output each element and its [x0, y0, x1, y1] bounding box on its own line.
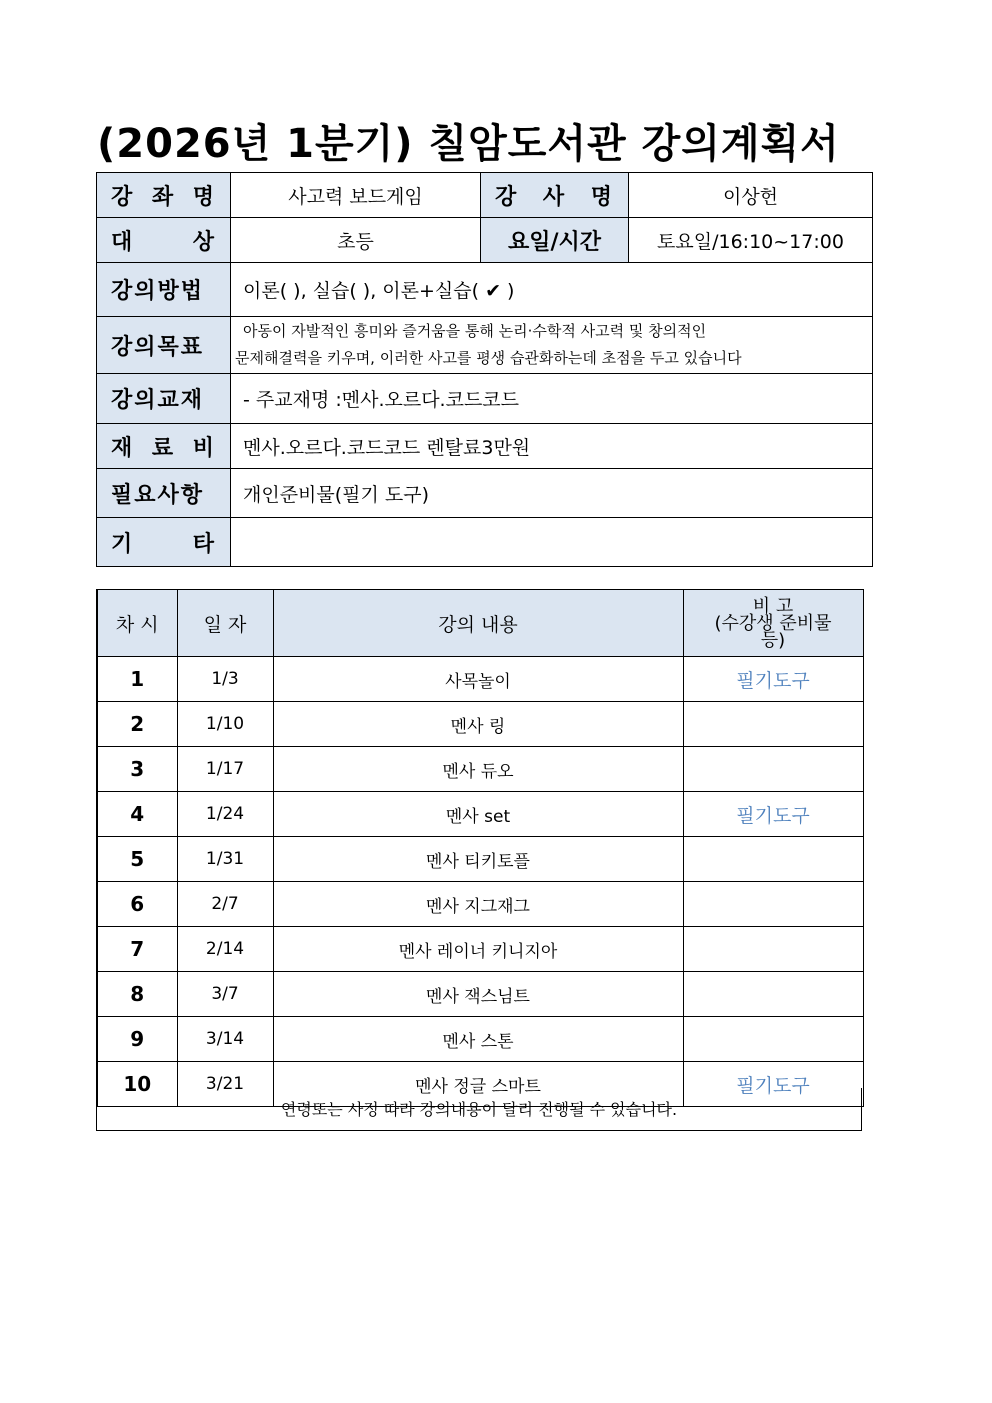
date-cell: 3/21: [177, 1062, 273, 1107]
fee-value: 멘사.오르다.코드코드 렌탈료3만원: [231, 424, 873, 469]
content-cell: 사목놀이: [273, 657, 683, 702]
note-cell: [683, 927, 863, 972]
info-row-method: [97, 263, 873, 317]
content-cell: 멘사 레이너 키니지아: [273, 927, 683, 972]
target-label: 대 상: [97, 218, 231, 263]
session-cell: 2: [97, 702, 177, 747]
target-value: 초등: [231, 218, 481, 263]
note-cell: 필기도구: [683, 1062, 863, 1107]
goal-line-1: 아동이 자발적인 흥미와 즐거움을 통해 논리·수학적 사고력 및 창의적인: [243, 322, 707, 340]
note-cell: [683, 702, 863, 747]
schedule-row: [97, 972, 863, 1017]
session-cell: 8: [97, 972, 177, 1017]
date-cell: 1/10: [177, 702, 273, 747]
schedule-footer-note: 연령또는 사정 따라 강의내용이 달리 진행될 수 있습니다.: [96, 1088, 862, 1131]
textbook-label: 강의교재: [97, 374, 231, 424]
content-cell: 멘사 잭스님트: [273, 972, 683, 1017]
date-cell: 2/7: [177, 882, 273, 927]
note-cell: 필기도구: [683, 657, 863, 702]
instructor-value: 이상헌: [629, 173, 873, 218]
date-header: 일 자: [177, 590, 273, 657]
time-label: 요일/시간: [481, 218, 629, 263]
page-title: (2026년 1분기) 칠암도서관 강의계획서: [97, 121, 840, 167]
note-header: [683, 590, 863, 657]
schedule-row: [97, 1017, 863, 1062]
etc-label: 기 타: [97, 518, 231, 567]
needs-value: 개인준비물(필기 도구): [231, 469, 873, 518]
schedule-row: [97, 792, 863, 837]
schedule-row: [97, 927, 863, 972]
method-label: 강의방법: [97, 263, 231, 317]
course-info-table: [96, 172, 873, 567]
info-row-textbook: [97, 374, 873, 424]
session-cell: 7: [97, 927, 177, 972]
schedule-row: [97, 657, 863, 702]
session-cell: 3: [97, 747, 177, 792]
content-cell: 멘사 티키토플: [273, 837, 683, 882]
goal-value: [231, 317, 873, 374]
date-cell: 3/7: [177, 972, 273, 1017]
note-cell: [683, 972, 863, 1017]
session-cell: 10: [97, 1062, 177, 1107]
note-cell: [683, 882, 863, 927]
note-cell: 필기도구: [683, 792, 863, 837]
schedule-row: [97, 837, 863, 882]
date-cell: 3/14: [177, 1017, 273, 1062]
info-row-etc: [97, 518, 873, 567]
schedule-row: [97, 882, 863, 927]
date-cell: 1/24: [177, 792, 273, 837]
session-cell: 6: [97, 882, 177, 927]
instructor-label: 강 사 명: [481, 173, 629, 218]
content-cell: 멘사 정글 스마트: [273, 1062, 683, 1107]
course-value: 사고력 보드게임: [231, 173, 481, 218]
date-cell: 1/17: [177, 747, 273, 792]
textbook-value: - 주교재명 :멘사.오르다.코드코드: [231, 374, 873, 424]
note-header-line-2: (수강생 준비물: [714, 612, 832, 634]
content-cell: 멘사 듀오: [273, 747, 683, 792]
method-value: 이론( ), 실습( ), 이론+실습( ✔ ): [231, 263, 873, 317]
etc-value: [231, 518, 873, 567]
content-header: 강의 내용: [273, 590, 683, 657]
info-row-needs: [97, 469, 873, 518]
schedule-table: [96, 589, 864, 1107]
date-cell: 1/31: [177, 837, 273, 882]
session-cell: 5: [97, 837, 177, 882]
info-row-target: [97, 218, 873, 263]
session-cell: 9: [97, 1017, 177, 1062]
schedule-row: [97, 702, 863, 747]
needs-label: 필요사항: [97, 469, 231, 518]
time-value: 토요일/16:10~17:00: [629, 218, 873, 263]
course-label: 강 좌 명: [97, 173, 231, 218]
note-header-line-1: 비 고: [752, 595, 794, 617]
content-cell: 멘사 지그재그: [273, 882, 683, 927]
info-row-goal: [97, 317, 873, 374]
schedule-header-row: [97, 590, 863, 657]
content-cell: 멘사 링: [273, 702, 683, 747]
date-cell: 1/3: [177, 657, 273, 702]
content-cell: 멘사 set: [273, 792, 683, 837]
goal-label: 강의목표: [97, 317, 231, 374]
date-cell: 2/14: [177, 927, 273, 972]
note-header-line-3: 등): [760, 629, 786, 651]
schedule-row: [97, 747, 863, 792]
note-cell: [683, 1017, 863, 1062]
info-row-course: [97, 173, 873, 218]
session-header: 차 시: [97, 590, 177, 657]
note-cell: [683, 837, 863, 882]
session-cell: 4: [97, 792, 177, 837]
content-cell: 멘사 스톤: [273, 1017, 683, 1062]
note-cell: [683, 747, 863, 792]
goal-line-2: 문제해결력을 키우며, 이러한 사고를 평생 습관화하는데 초점을 두고 있습니다: [235, 349, 742, 367]
session-cell: 1: [97, 657, 177, 702]
info-row-fee: [97, 424, 873, 469]
fee-label: 재 료 비: [97, 424, 231, 469]
